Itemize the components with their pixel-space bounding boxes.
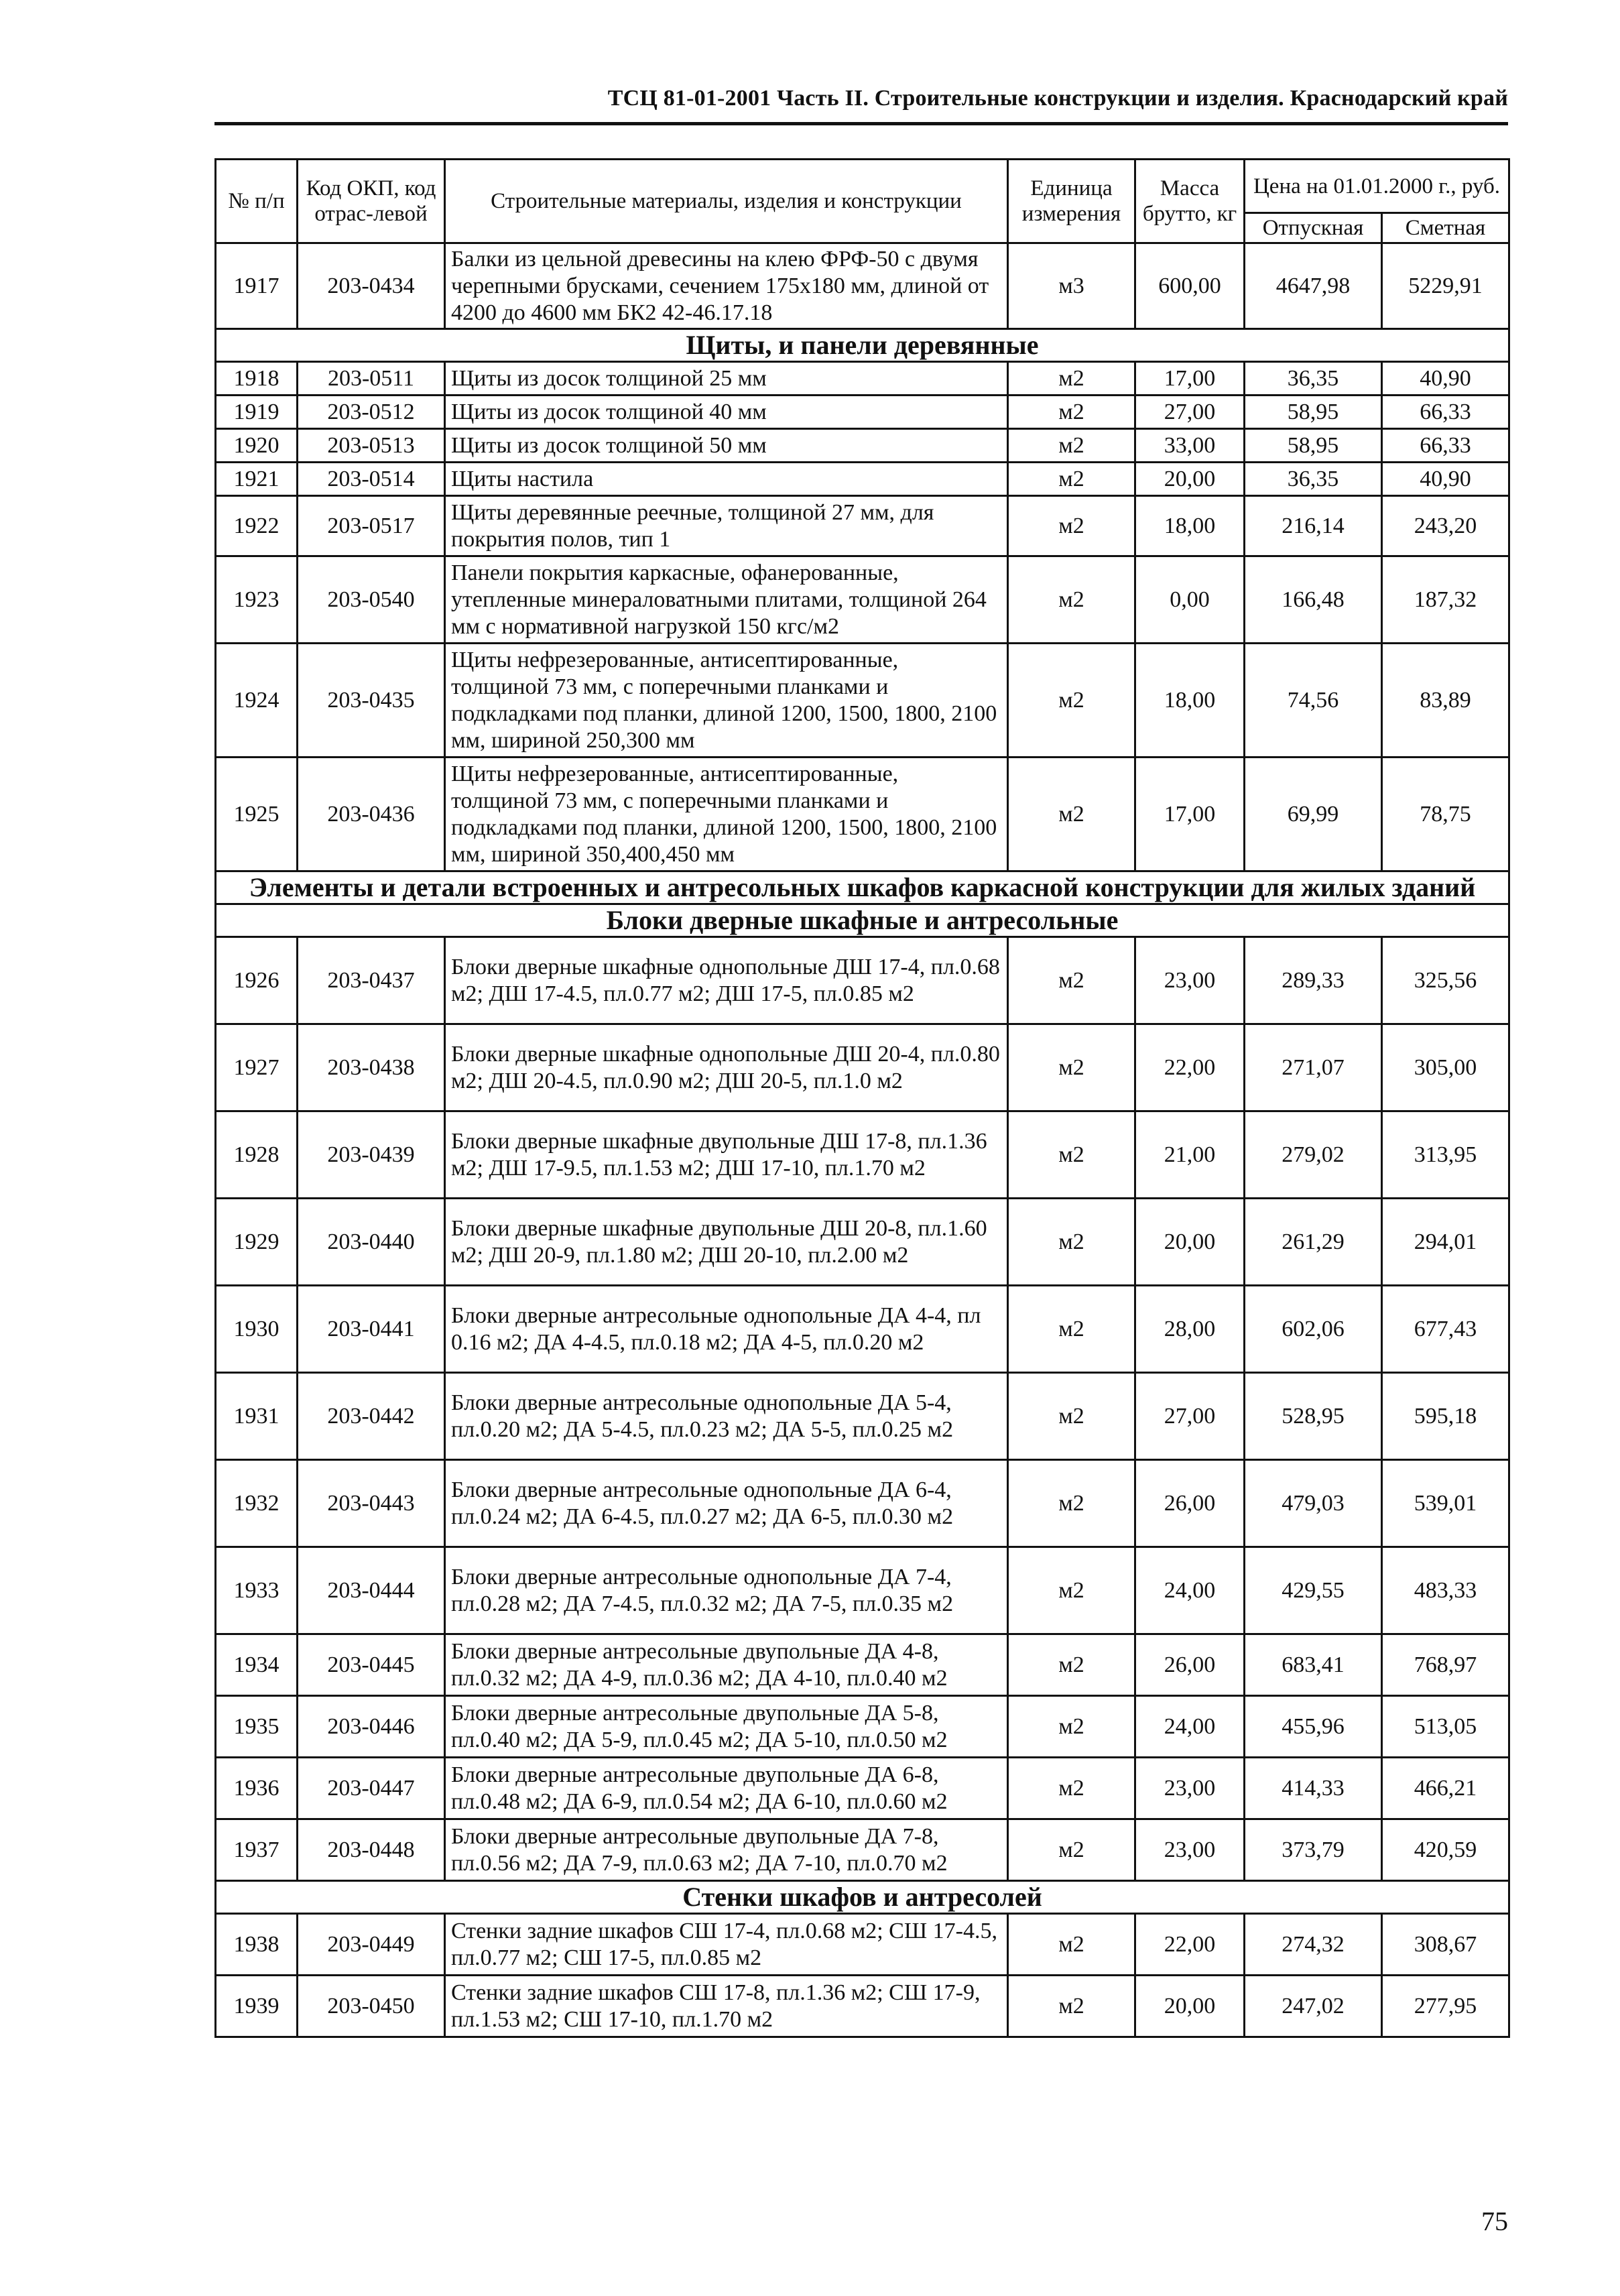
col-num-header: № п/п [216,160,298,243]
row-name: Щиты деревянные реечные, толщиной 27 мм, для покрытия полов, тип 1 [445,496,1008,556]
row-unit: м2 [1008,1286,1135,1373]
row-name: Щиты из досок толщиной 40 мм [445,396,1008,429]
row-num: 1927 [216,1024,298,1111]
row-unit: м2 [1008,1758,1135,1819]
row-mass: 27,00 [1135,396,1245,429]
row-unit: м2 [1008,1696,1135,1758]
row-name: Блоки дверные антресольные двупольные ДА 4-8, пл.0.32 м2; ДА 4-9, пл.0.36 м2; ДА 4-10, пл.0.40 м2 [445,1634,1008,1696]
price-table [214,158,1510,2038]
row-release-price: 166,48 [1245,556,1382,644]
row-estimate-price: 483,33 [1382,1547,1509,1634]
row-name: Блоки дверные антресольные однопольные ДА 4-4, пл 0.16 м2; ДА 4-4.5, пл.0.18 м2; ДА 4-5, пл.0.20 м2 [445,1286,1008,1373]
row-estimate-price: 513,05 [1382,1696,1509,1758]
row-release-price: 528,95 [1245,1373,1382,1460]
row-name: Блоки дверные шкафные однопольные ДШ 17-4, пл.0.68 м2; ДШ 17-4.5, пл.0.77 м2; ДШ 17-5, пл.0.85 м2 [445,937,1008,1024]
row-code: 203-0447 [298,1758,445,1819]
row-estimate-price: 66,33 [1382,429,1509,463]
row-name: Щиты настила [445,463,1008,496]
header-rule [214,122,1508,125]
table-row [216,1199,1509,1286]
row-mass: 23,00 [1135,937,1245,1024]
table-row [216,1758,1509,1819]
table-row [216,1914,1509,1976]
row-code: 203-0444 [298,1547,445,1634]
row-unit: м2 [1008,644,1135,758]
row-name: Блоки дверные шкафные двупольные ДШ 20-8, пл.1.60 м2; ДШ 20-9, пл.1.80 м2; ДШ 20-10, пл.2.00 м2 [445,1199,1008,1286]
row-code: 203-0437 [298,937,445,1024]
table-row [216,644,1509,758]
row-mass: 24,00 [1135,1547,1245,1634]
row-estimate-price: 768,97 [1382,1634,1509,1696]
row-num: 1939 [216,1976,298,2037]
row-name: Блоки дверные антресольные двупольные ДА 5-8, пл.0.40 м2; ДА 5-9, пл.0.45 м2; ДА 5-10, пл.0.50 м2 [445,1696,1008,1758]
row-mass: 18,00 [1135,496,1245,556]
row-unit: м2 [1008,496,1135,556]
row-code: 203-0513 [298,429,445,463]
table-row [216,1286,1509,1373]
row-estimate-price: 539,01 [1382,1460,1509,1547]
row-unit: м2 [1008,1024,1135,1111]
row-unit: м2 [1008,396,1135,429]
row-code: 203-0434 [298,243,445,329]
row-estimate-price: 313,95 [1382,1111,1509,1199]
table-header [216,160,1509,243]
table-row [216,556,1509,644]
row-estimate-price: 277,95 [1382,1976,1509,2037]
row-unit: м2 [1008,362,1135,396]
row-release-price: 602,06 [1245,1286,1382,1373]
row-code: 203-0512 [298,396,445,429]
row-unit: м2 [1008,1460,1135,1547]
row-code: 203-0448 [298,1819,445,1881]
row-estimate-price: 420,59 [1382,1819,1509,1881]
row-unit: м2 [1008,463,1135,496]
row-mass: 18,00 [1135,644,1245,758]
row-num: 1929 [216,1199,298,1286]
row-release-price: 261,29 [1245,1199,1382,1286]
row-release-price: 271,07 [1245,1024,1382,1111]
row-mass: 600,00 [1135,243,1245,329]
row-name: Блоки дверные антресольные однопольные ДА 5-4, пл.0.20 м2; ДА 5-4.5, пл.0.23 м2; ДА 5-5, пл.0.25 м2 [445,1373,1008,1460]
row-mass: 0,00 [1135,556,1245,644]
page-header: ТСЦ 81-01-2001 Часть II. Строительные конструкции и изделия. Краснодарский край [607,86,1508,111]
row-release-price: 455,96 [1245,1696,1382,1758]
row-release-price: 429,55 [1245,1547,1382,1634]
row-unit: м2 [1008,1547,1135,1634]
row-mass: 17,00 [1135,758,1245,871]
row-release-price: 373,79 [1245,1819,1382,1881]
row-mass: 22,00 [1135,1914,1245,1976]
row-estimate-price: 677,43 [1382,1286,1509,1373]
table-row [216,1634,1509,1696]
row-num: 1932 [216,1460,298,1547]
row-num: 1924 [216,644,298,758]
row-release-price: 36,35 [1245,463,1382,496]
section-title: Элементы и детали встроенных и антресольных шкафов каркасной конструкции для жилых зданий [216,871,1509,904]
row-code: 203-0439 [298,1111,445,1199]
row-name: Стенки задние шкафов СШ 17-4, пл.0.68 м2; СШ 17-4.5, пл.0.77 м2; СШ 17-5, пл.0.85 м2 [445,1914,1008,1976]
page-number: 75 [1481,2206,1508,2236]
row-unit: м2 [1008,1199,1135,1286]
table-row [216,243,1509,329]
col-okp-header: Код ОКП, код отрас-левой [298,160,445,243]
row-num: 1934 [216,1634,298,1696]
row-num: 1926 [216,937,298,1024]
row-release-price: 247,02 [1245,1976,1382,2037]
table-row [216,1024,1509,1111]
row-estimate-price: 243,20 [1382,496,1509,556]
row-num: 1925 [216,758,298,871]
table-row [216,1547,1509,1634]
table-row [216,1696,1509,1758]
section-title: Щиты, и панели деревянные [216,329,1509,362]
row-release-price: 36,35 [1245,362,1382,396]
row-unit: м2 [1008,1373,1135,1460]
section-row [216,871,1509,904]
section-row [216,904,1509,937]
row-name: Щиты нефрезерованные, антисептированные, толщиной 73 мм, с поперечными планками и подкладками под планки, длиной 1200, 1500, 1800, 2100 мм, шириной 350,400,450 мм [445,758,1008,871]
row-estimate-price: 466,21 [1382,1758,1509,1819]
row-estimate-price: 83,89 [1382,644,1509,758]
row-unit: м3 [1008,243,1135,329]
col-release-header: Отпускная [1245,213,1382,243]
row-estimate-price: 187,32 [1382,556,1509,644]
row-code: 203-0449 [298,1914,445,1976]
row-num: 1930 [216,1286,298,1373]
row-release-price: 4647,98 [1245,243,1382,329]
row-estimate-price: 595,18 [1382,1373,1509,1460]
section-row [216,1881,1509,1914]
table-row [216,463,1509,496]
row-num: 1928 [216,1111,298,1199]
row-mass: 20,00 [1135,463,1245,496]
row-code: 203-0450 [298,1976,445,2037]
row-name: Панели покрытия каркасные, офанерованные, утепленные минераловатными плитами, толщиной 264 мм с нормативной нагрузкой 150 кгс/м2 [445,556,1008,644]
row-code: 203-0438 [298,1024,445,1111]
table-body [216,243,1509,2037]
row-release-price: 58,95 [1245,396,1382,429]
table-row [216,496,1509,556]
row-mass: 24,00 [1135,1696,1245,1758]
row-mass: 33,00 [1135,429,1245,463]
row-unit: м2 [1008,429,1135,463]
row-name: Блоки дверные антресольные двупольные ДА 7-8, пл.0.56 м2; ДА 7-9, пл.0.63 м2; ДА 7-10, пл.0.70 м2 [445,1819,1008,1881]
row-release-price: 683,41 [1245,1634,1382,1696]
row-num: 1935 [216,1696,298,1758]
row-unit: м2 [1008,758,1135,871]
row-code: 203-0514 [298,463,445,496]
row-code: 203-0540 [298,556,445,644]
row-release-price: 74,56 [1245,644,1382,758]
table-row [216,1460,1509,1547]
row-num: 1937 [216,1819,298,1881]
table-row [216,396,1509,429]
row-num: 1923 [216,556,298,644]
row-mass: 21,00 [1135,1111,1245,1199]
row-code: 203-0517 [298,496,445,556]
table-row [216,1819,1509,1881]
row-num: 1933 [216,1547,298,1634]
row-name: Блоки дверные шкафные двупольные ДШ 17-8, пл.1.36 м2; ДШ 17-9.5, пл.1.53 м2; ДШ 17-10, пл.1.70 м2 [445,1111,1008,1199]
row-mass: 26,00 [1135,1634,1245,1696]
table-row [216,758,1509,871]
section-row [216,329,1509,362]
row-name: Блоки дверные антресольные однопольные ДА 6-4, пл.0.24 м2; ДА 6-4.5, пл.0.27 м2; ДА 6-5, пл.0.30 м2 [445,1460,1008,1547]
row-name: Щиты из досок толщиной 25 мм [445,362,1008,396]
row-estimate-price: 66,33 [1382,396,1509,429]
col-estimate-header: Сметная [1382,213,1509,243]
row-code: 203-0442 [298,1373,445,1460]
row-release-price: 479,03 [1245,1460,1382,1547]
table-row [216,1111,1509,1199]
table-row [216,429,1509,463]
row-num: 1922 [216,496,298,556]
row-code: 203-0441 [298,1286,445,1373]
row-name: Блоки дверные антресольные двупольные ДА 6-8, пл.0.48 м2; ДА 6-9, пл.0.54 м2; ДА 6-10, пл.0.60 м2 [445,1758,1008,1819]
row-num: 1920 [216,429,298,463]
row-estimate-price: 325,56 [1382,937,1509,1024]
section-title: Стенки шкафов и антресолей [216,1881,1509,1914]
row-code: 203-0435 [298,644,445,758]
row-estimate-price: 305,00 [1382,1024,1509,1111]
row-estimate-price: 40,90 [1382,463,1509,496]
row-num: 1918 [216,362,298,396]
row-release-price: 289,33 [1245,937,1382,1024]
col-unit-header: Единица измерения [1008,160,1135,243]
row-mass: 27,00 [1135,1373,1245,1460]
row-estimate-price: 40,90 [1382,362,1509,396]
row-name: Щиты нефрезерованные, антисептированные, толщиной 73 мм, с поперечными планками и подкладками под планки, длиной 1200, 1500, 1800, 2100 мм, шириной 250,300 мм [445,644,1008,758]
row-mass: 23,00 [1135,1758,1245,1819]
table-row [216,362,1509,396]
row-estimate-price: 5229,91 [1382,243,1509,329]
row-release-price: 69,99 [1245,758,1382,871]
row-mass: 20,00 [1135,1199,1245,1286]
row-mass: 22,00 [1135,1024,1245,1111]
col-price-header: Цена на 01.01.2000 г., руб. [1245,160,1509,213]
row-name: Блоки дверные антресольные однопольные ДА 7-4, пл.0.28 м2; ДА 7-4.5, пл.0.32 м2; ДА 7-5, пл.0.35 м2 [445,1547,1008,1634]
row-unit: м2 [1008,556,1135,644]
row-unit: м2 [1008,1111,1135,1199]
row-estimate-price: 308,67 [1382,1914,1509,1976]
row-code: 203-0443 [298,1460,445,1547]
row-estimate-price: 78,75 [1382,758,1509,871]
row-release-price: 274,32 [1245,1914,1382,1976]
row-num: 1919 [216,396,298,429]
row-num: 1917 [216,243,298,329]
row-release-price: 216,14 [1245,496,1382,556]
row-code: 203-0511 [298,362,445,396]
row-name: Балки из цельной древесины на клею ФРФ-50 с двумя черепными брусками, сечением 175х180 мм, длиной от 4200 до 4600 мм БК2 42-46.17.18 [445,243,1008,329]
row-release-price: 58,95 [1245,429,1382,463]
row-release-price: 279,02 [1245,1111,1382,1199]
row-name: Блоки дверные шкафные однопольные ДШ 20-4, пл.0.80 м2; ДШ 20-4.5, пл.0.90 м2; ДШ 20-5, пл.1.0 м2 [445,1024,1008,1111]
row-num: 1938 [216,1914,298,1976]
col-name-header: Строительные материалы, изделия и конструкции [445,160,1008,243]
table-row [216,1976,1509,2037]
section-title: Блоки дверные шкафные и антресольные [216,904,1509,937]
row-num: 1936 [216,1758,298,1819]
row-code: 203-0436 [298,758,445,871]
row-code: 203-0440 [298,1199,445,1286]
row-num: 1921 [216,463,298,496]
table-row [216,937,1509,1024]
row-mass: 23,00 [1135,1819,1245,1881]
row-unit: м2 [1008,1634,1135,1696]
row-unit: м2 [1008,1914,1135,1976]
row-mass: 28,00 [1135,1286,1245,1373]
row-unit: м2 [1008,1976,1135,2037]
row-mass: 17,00 [1135,362,1245,396]
row-num: 1931 [216,1373,298,1460]
row-estimate-price: 294,01 [1382,1199,1509,1286]
row-name: Стенки задние шкафов СШ 17-8, пл.1.36 м2; СШ 17-9, пл.1.53 м2; СШ 17-10, пл.1.70 м2 [445,1976,1008,2037]
row-mass: 20,00 [1135,1976,1245,2037]
row-code: 203-0445 [298,1634,445,1696]
row-unit: м2 [1008,937,1135,1024]
row-mass: 26,00 [1135,1460,1245,1547]
row-release-price: 414,33 [1245,1758,1382,1819]
row-unit: м2 [1008,1819,1135,1881]
row-code: 203-0446 [298,1696,445,1758]
table-row [216,1373,1509,1460]
row-name: Щиты из досок толщиной 50 мм [445,429,1008,463]
col-mass-header: Масса брутто, кг [1135,160,1245,243]
